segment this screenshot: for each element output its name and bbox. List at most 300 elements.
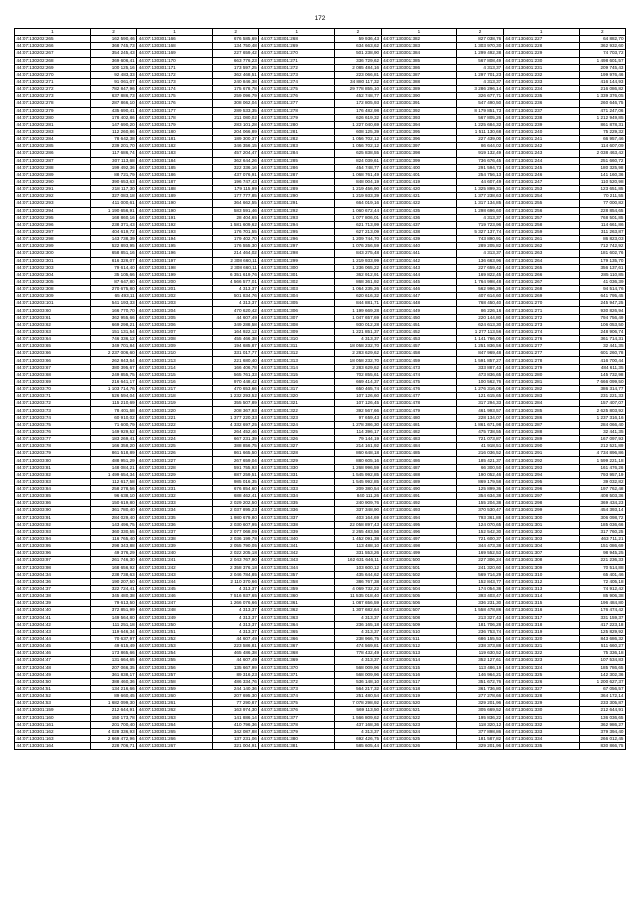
cadastral-number-cell: 44:07:130301:187 — [137, 178, 213, 185]
cadastral-number-cell: 44:07:130301:506 — [381, 600, 457, 607]
value-cell: 368 745,73 — [90, 43, 136, 50]
cadastral-number-cell: 44:07:130301:190 — [137, 200, 213, 207]
cadastral-number-cell: 44:07:130203:83 — [15, 478, 91, 485]
cadastral-number-cell: 44:07:130301:222 — [137, 421, 213, 428]
cadastral-number-cell: 44:07:130301:248 — [137, 607, 213, 614]
value-cell: 259 096,79 — [212, 93, 258, 100]
cadastral-number-cell: 44:07:130301:225 — [137, 443, 213, 450]
cadastral-number-cell: 44:07:130401:227 — [503, 36, 579, 43]
cadastral-number-cell: 44:07:130301:261 — [137, 700, 213, 707]
cadastral-number-cell: 44:07:130301:441 — [381, 250, 457, 257]
cadastral-number-cell: 44:07:130301:237 — [137, 528, 213, 535]
cadastral-number-cell: 44:07:130401:304 — [503, 543, 579, 550]
cadastral-number-cell: 44:07:130204:34 — [15, 571, 91, 578]
cadastral-number-cell: 44:07:130301:457 — [381, 343, 457, 350]
cadastral-number-cell: 44:07:130301:160 — [15, 714, 91, 721]
value-cell: 29 778 855,10 — [335, 86, 381, 93]
table-row — [15, 428, 626, 435]
cadastral-number-cell: 44:07:130301:270 — [259, 50, 335, 57]
table-row — [15, 535, 626, 542]
value-cell: 1 545 992,85 — [335, 478, 381, 485]
cadastral-number-cell: 44:07:130203:60 — [15, 307, 91, 314]
cadastral-number-cell: 44:07:130301:311 — [259, 343, 335, 350]
value-cell: 793 361,88 — [457, 514, 503, 521]
value-cell: 4 332 697,25 — [212, 421, 258, 428]
value-cell: 28 404,65 — [212, 214, 258, 221]
cadastral-number-cell: 44:07:130301:315 — [259, 371, 335, 378]
value-cell: 103 600,12 — [335, 564, 381, 571]
value-cell: 721 600,37 — [457, 535, 503, 542]
cadastral-number-cell: 44:07:130301:338 — [259, 521, 335, 528]
value-cell: 1 103 714,76 — [90, 386, 136, 393]
value-cell: 2 077 068,09 — [212, 528, 258, 535]
cadastral-number-cell: 44:07:130301:172 — [137, 71, 213, 78]
cadastral-number-cell: 44:07:130301:209 — [137, 343, 213, 350]
value-cell: 337 348,90 — [335, 507, 381, 514]
table-row — [15, 436, 626, 443]
value-cell: 245 947,25 — [579, 300, 625, 307]
cadastral-number-cell: 44:07:130301:183 — [137, 150, 213, 157]
cadastral-number-cell: 44:07:130401:258 — [503, 221, 579, 228]
value-cell: 585 605,44 — [335, 743, 381, 750]
value-cell: 669 414,37 — [335, 378, 381, 385]
value-cell: 4 566 577,01 — [212, 278, 258, 285]
value-cell: 212 521,89 — [579, 443, 625, 450]
cadastral-number-cell: 44:07:130401:279 — [503, 364, 579, 371]
cadastral-number-cell: 44:07:130401:294 — [503, 471, 579, 478]
cadastral-number-cell: 44:07:130301:501 — [381, 564, 457, 571]
cadastral-number-cell: 44:07:130401:285 — [503, 407, 579, 414]
value-cell: 106 053,50 — [579, 321, 625, 328]
cadastral-number-cell: 44:07:130203:77 — [15, 436, 91, 443]
table-row — [15, 514, 626, 521]
table-row — [15, 57, 626, 64]
value-cell: 4 313,37 — [335, 336, 381, 343]
cadastral-number-cell: 44:07:130401:228 — [503, 43, 579, 50]
value-cell: 568 009,96 — [335, 664, 381, 671]
value-cell: 180 325,98 — [579, 164, 625, 171]
value-cell: 1 317 134,85 — [457, 200, 503, 207]
value-cell: 326 677,71 — [457, 93, 503, 100]
value-cell: 249 855,75 — [90, 371, 136, 378]
value-cell: 562 996,26 — [457, 286, 503, 293]
cadastral-number-cell: 44:07:130401:257 — [503, 214, 579, 221]
cadastral-number-cell: 44:07:130301:269 — [259, 43, 335, 50]
cadastral-number-cell: 44:07:130301:176 — [137, 100, 213, 107]
cadastral-number-cell: 44:07:130301:250 — [137, 621, 213, 628]
cadastral-number-cell: 44:07:130301:246 — [137, 593, 213, 600]
table-row — [15, 728, 626, 735]
value-cell: 220 144,80 — [457, 314, 503, 321]
value-cell: 1 076 256,59 — [335, 243, 381, 250]
value-cell: 239 201,70 — [90, 143, 136, 150]
value-cell: 185 786,65 — [579, 664, 625, 671]
value-cell: 116 765,40 — [90, 535, 136, 542]
value-cell: 114 607,09 — [579, 143, 625, 150]
value-cell: 254 756,13 — [457, 171, 503, 178]
value-cell: 236 165,18 — [335, 621, 381, 628]
value-cell: 1 068 761,49 — [335, 171, 381, 178]
value-cell: 285 110,85 — [579, 271, 625, 278]
cadastral-number-cell: 44:07:130401:312 — [503, 578, 579, 585]
cadastral-number-cell: 44:07:130401:313 — [503, 585, 579, 592]
value-cell: 547 490,50 — [457, 100, 503, 107]
value-cell: 360 330,55 — [90, 528, 136, 535]
value-cell: 166 770,70 — [90, 307, 136, 314]
cadastral-number-cell: 44:07:130203:78 — [15, 443, 91, 450]
value-cell: 238 966,75 — [335, 635, 381, 642]
value-cell: 474 569,81 — [335, 643, 381, 650]
cadastral-number-cell: 44:07:130301:333 — [259, 486, 335, 493]
cadastral-number-cell: 44:07:130204:50 — [15, 678, 91, 685]
value-cell: 201 700,40 — [90, 721, 136, 728]
value-cell: 840 111,26 — [335, 493, 381, 500]
value-cell: 3 286 296,14 — [457, 86, 503, 93]
cadastral-number-cell: 44:07:130301:182 — [137, 143, 213, 150]
cadastral-number-cell: 44:07:130301:422 — [381, 200, 457, 207]
cadastral-number-cell: 44:07:130401:244 — [503, 157, 579, 164]
value-cell: 78 642,38 — [90, 136, 136, 143]
table-row — [15, 193, 626, 200]
value-cell: 5 327 137,74 — [457, 228, 503, 235]
value-cell: 4 313,37 — [212, 300, 258, 307]
cadastral-number-cell: 44:07:130301:304 — [259, 293, 335, 300]
cadastral-number-cell: 44:07:130301:341 — [259, 543, 335, 550]
value-cell: 162 590,46 — [90, 36, 136, 43]
value-cell: 768 501,85 — [579, 214, 625, 221]
cadastral-number-cell: 44:07:130301:215 — [137, 371, 213, 378]
header-row — [15, 29, 626, 36]
cadastral-number-cell: 44:07:130301:174 — [137, 86, 213, 93]
cadastral-number-cell: 44:07:130401:295 — [503, 478, 579, 485]
value-cell: 794 756,49 — [579, 314, 625, 321]
value-cell: 251 480,54 — [335, 693, 381, 700]
value-cell: 49 376,29 — [90, 550, 136, 557]
value-cell: 143 738,39 — [90, 236, 136, 243]
value-cell: 641 795,45 — [579, 293, 625, 300]
cadastral-number-cell: 44:07:130301:491 — [381, 493, 457, 500]
value-cell: 1 219 456,90 — [335, 186, 381, 193]
cadastral-number-cell: 44:07:130203:81 — [15, 464, 91, 471]
value-cell: 692 426,75 — [335, 735, 381, 742]
value-cell: 608 125,39 — [335, 128, 381, 135]
value-cell: 782 847,96 — [90, 86, 136, 93]
value-cell: 199 976,46 — [579, 71, 625, 78]
value-cell: 251 660,72 — [579, 157, 625, 164]
cadastral-number-cell: 44:07:130401:241 — [503, 136, 579, 143]
table-row — [15, 471, 626, 478]
value-cell: 322 724,41 — [90, 585, 136, 592]
value-cell: 216 036,52 — [457, 450, 503, 457]
value-cell: 228 854,65 — [579, 207, 625, 214]
value-cell: 1 219 933,99 — [335, 257, 381, 264]
cadastral-number-cell: 44:07:130401:271 — [503, 307, 579, 314]
cadastral-number-cell: 44:07:130401:319 — [503, 628, 579, 635]
value-cell: 1 190 656,91 — [90, 207, 136, 214]
table-row — [15, 635, 626, 642]
value-cell: 96 638,10 — [90, 493, 136, 500]
value-cell: 75 336,18 — [579, 650, 625, 657]
cadastral-number-cell: 44:07:130301:343 — [259, 557, 335, 564]
cadastral-number-cell: 44:07:130301:366 — [259, 635, 335, 642]
cadastral-number-cell: 44:07:130203:66 — [15, 357, 91, 364]
cadastral-number-cell: 44:07:130301:181 — [137, 136, 213, 143]
table-row — [15, 150, 626, 157]
cadastral-number-cell: 44:07:130301:175 — [137, 93, 213, 100]
cadastral-number-cell: 44:07:130301:255 — [137, 657, 213, 664]
cadastral-number-cell: 44:07:130204:37 — [15, 585, 91, 592]
value-cell: 227 306,24 — [457, 557, 503, 564]
value-cell: 362 986,27 — [579, 721, 625, 728]
value-cell: 179 115,99 — [212, 186, 258, 193]
table-row — [15, 550, 626, 557]
value-cell: 183 269,41 — [90, 436, 136, 443]
cadastral-number-cell: 44:07:130301:229 — [137, 471, 213, 478]
cadastral-number-cell: 44:07:130301:489 — [381, 478, 457, 485]
value-cell: 362 468,51 — [212, 71, 258, 78]
value-cell: 141 160,36 — [579, 171, 625, 178]
cadastral-number-cell: 44:07:130301:503 — [381, 578, 457, 585]
cadastral-number-cell: 44:07:130401:242 — [503, 143, 579, 150]
cadastral-number-cell: 44:07:130301:478 — [381, 400, 457, 407]
cadastral-number-cell: 44:07:130202:308 — [15, 286, 91, 293]
cadastral-number-cell: 44:07:130202:284 — [15, 136, 91, 143]
value-cell: 289 205,82 — [457, 243, 503, 250]
page-number: 172 — [314, 15, 326, 22]
cadastral-number-cell: 44:07:130301:299 — [259, 257, 335, 264]
cadastral-number-cell: 44:07:130203:66 — [15, 350, 91, 357]
value-cell: 1 545 992,85 — [335, 471, 381, 478]
value-cell: 231 221,33 — [579, 393, 625, 400]
table-row — [15, 50, 626, 57]
value-cell: 4 313,37 — [335, 657, 381, 664]
cadastral-number-cell: 44:07:130301:386 — [381, 64, 457, 71]
value-cell: 486 334,76 — [212, 678, 258, 685]
value-cell: 1 225 684,32 — [457, 121, 503, 128]
cadastral-number-cell: 44:07:130301:340 — [259, 535, 335, 542]
cadastral-number-cell: 44:07:130301:512 — [381, 643, 457, 650]
value-cell: 35 105,66 — [90, 271, 136, 278]
value-cell: 349 701,84 — [90, 343, 136, 350]
value-cell: 2 043 767,90 — [212, 557, 258, 564]
cadastral-number-cell: 44:07:130401:321 — [503, 643, 579, 650]
cadastral-number-cell: 44:07:130301:300 — [259, 264, 335, 271]
value-cell: 8 179 851,73 — [457, 107, 503, 114]
cadastral-number-cell: 44:07:130301:226 — [137, 450, 213, 457]
column-header: 1 — [137, 29, 213, 36]
value-cell: 1 377 220,33 — [212, 414, 258, 421]
value-cell: 135 667,99 — [212, 664, 258, 671]
table-row — [15, 64, 626, 71]
table-row — [15, 607, 626, 614]
value-cell: 354 245,43 — [90, 50, 136, 57]
cadastral-number-cell: 44:07:130301:217 — [137, 386, 213, 393]
cadastral-number-cell: 44:07:130301:357 — [259, 571, 335, 578]
value-cell: 197 762,48 — [579, 486, 625, 493]
cadastral-number-cell: 44:07:130301:439 — [381, 236, 457, 243]
value-cell: 207 695,30 — [212, 693, 258, 700]
value-cell: 663 776,23 — [212, 57, 258, 64]
cadastral-number-cell: 44:07:130301:234 — [137, 507, 213, 514]
cadastral-number-cell: 44:07:130301:235 — [137, 514, 213, 521]
cadastral-number-cell: 44:07:130301:475 — [381, 378, 457, 385]
cadastral-number-cell: 44:07:130401:324 — [503, 664, 579, 671]
cadastral-number-cell: 44:07:130401:288 — [503, 428, 579, 435]
value-cell: 2 037 895,23 — [212, 507, 258, 514]
value-cell: 1 056 702,12 — [335, 143, 381, 150]
cadastral-number-cell: 44:07:130301:291 — [259, 200, 335, 207]
value-cell: 166 358,20 — [90, 443, 136, 450]
value-cell: 333 887,43 — [457, 364, 503, 371]
value-cell: 1 277 113,56 — [457, 328, 503, 335]
value-cell: 22 058 897,43 — [335, 521, 381, 528]
value-cell: 79 614,40 — [90, 264, 136, 271]
value-cell: 214 161,92 — [335, 443, 381, 450]
cadastral-number-cell: 44:07:130301:480 — [381, 414, 457, 421]
cadastral-number-cell: 44:07:130301:449 — [381, 307, 457, 314]
cadastral-number-cell: 44:07:130301:231 — [137, 486, 213, 493]
value-cell: 919 132,49 — [457, 150, 503, 157]
cadastral-number-cell: 44:07:130301:504 — [381, 585, 457, 592]
cadastral-number-cell: 44:07:130401:323 — [503, 657, 579, 664]
cadastral-number-cell: 44:07:130301:374 — [259, 693, 335, 700]
cadastral-number-cell: 44:07:130301:509 — [381, 621, 457, 628]
cadastral-number-cell: 44:07:130401:291 — [503, 450, 579, 457]
cadastral-number-cell: 44:07:130202:298 — [15, 236, 91, 243]
cadastral-number-cell: 44:07:130301:360 — [259, 593, 335, 600]
table-row — [15, 300, 626, 307]
cadastral-number-cell: 44:07:130202:285 — [15, 143, 91, 150]
cadastral-number-cell: 44:07:130301:391 — [381, 100, 457, 107]
table-row — [15, 486, 626, 493]
value-cell: 457 204,47 — [212, 150, 258, 157]
cadastral-number-cell: 44:07:130301:191 — [137, 214, 213, 221]
value-cell: 471 247,06 — [579, 107, 625, 114]
table-row — [15, 364, 626, 371]
cadastral-number-cell: 44:07:130204:40 — [15, 607, 91, 614]
value-cell: 1 209 744,70 — [335, 236, 381, 243]
table-row — [15, 221, 626, 228]
value-cell: 223 586,81 — [212, 643, 258, 650]
cadastral-number-cell: 44:07:130301:276 — [259, 93, 335, 100]
table-row — [15, 278, 626, 285]
cadastral-number-cell: 44:07:130301:168 — [137, 43, 213, 50]
value-cell: 2 036 199,78 — [212, 535, 258, 542]
cadastral-number-cell: 44:07:130401:309 — [503, 564, 579, 571]
value-cell: 152 843,77 — [457, 578, 503, 585]
cadastral-number-cell: 44:07:130401:330 — [503, 707, 579, 714]
value-cell: 768 450,40 — [457, 300, 503, 307]
value-cell: 746 336,12 — [90, 336, 136, 343]
value-cell: 848 004,19 — [335, 178, 381, 185]
cadastral-number-cell: 44:07:130204:39 — [15, 600, 91, 607]
value-cell: 157 407,07 — [579, 400, 625, 407]
cadastral-number-cell: 44:07:130401:256 — [503, 207, 579, 214]
cadastral-number-cell: 44:07:130401:267 — [503, 278, 579, 285]
cadastral-number-cell: 44:07:130301:286 — [259, 164, 335, 171]
value-cell: 1 452 091,38 — [335, 535, 381, 542]
value-cell: 2 308 660,11 — [212, 264, 258, 271]
cadastral-number-cell: 44:07:130301:334 — [259, 493, 335, 500]
cadastral-number-cell: 44:07:130202:296 — [15, 221, 91, 228]
cadastral-number-cell: 44:07:130301:321 — [259, 400, 335, 407]
value-cell: 112 260,86 — [90, 128, 136, 135]
value-cell: 152 542,30 — [457, 528, 503, 535]
cadastral-number-cell: 44:07:130301:264 — [137, 721, 213, 728]
table-row — [15, 257, 626, 264]
table-row — [15, 400, 626, 407]
cadastral-number-cell: 44:07:130301:298 — [259, 250, 335, 257]
value-cell: 380 395,67 — [90, 364, 136, 371]
cadastral-number-cell: 44:07:130301:179 — [137, 121, 213, 128]
cadastral-number-cell: 44:07:130401:317 — [503, 614, 579, 621]
value-cell: 264 452,46 — [212, 428, 258, 435]
value-cell: 416 144,93 — [579, 78, 625, 85]
value-cell: 536 148,10 — [335, 678, 381, 685]
table-row — [15, 707, 626, 714]
cadastral-number-cell: 44:07:130301:295 — [259, 228, 335, 235]
cadastral-number-cell: 44:07:130202:295 — [15, 214, 91, 221]
table-row — [15, 386, 626, 393]
value-cell: 260 646,75 — [579, 100, 625, 107]
cadastral-number-cell: 44:07:130301:275 — [259, 86, 335, 93]
table-row — [15, 343, 626, 350]
value-cell: 7 078 298,92 — [335, 700, 381, 707]
value-cell: 287 866,10 — [90, 100, 136, 107]
cadastral-number-cell: 44:07:130301:513 — [381, 650, 457, 657]
value-cell: 1 861 671,98 — [457, 421, 503, 428]
value-cell: 658 851,16 — [90, 250, 136, 257]
value-cell: 32 441,35 — [579, 428, 625, 435]
value-cell: 2 265 483,56 — [335, 528, 381, 535]
value-cell: 177 777,85 — [212, 193, 258, 200]
value-cell: 74 912,42 — [579, 585, 625, 592]
value-cell: 2 038 463,42 — [579, 150, 625, 157]
cadastral-number-cell: 44:07:130301:486 — [381, 457, 457, 464]
cadastral-number-cell: 44:07:130401:303 — [503, 535, 579, 542]
value-cell: 345 480,38 — [90, 593, 136, 600]
value-cell: 233 305,87 — [579, 700, 625, 707]
cadastral-number-cell: 44:07:130401:234 — [503, 86, 579, 93]
cadastral-number-cell: 44:07:130301:301 — [259, 271, 335, 278]
value-cell: 6 351 619,76 — [212, 271, 258, 278]
value-cell: 473 836,65 — [457, 371, 503, 378]
cadastral-number-cell: 44:07:130301:376 — [259, 707, 335, 714]
value-cell: 1 566 809,62 — [335, 714, 381, 721]
value-cell: 861 518,89 — [90, 450, 136, 457]
value-cell: 207 066,35 — [90, 664, 136, 671]
value-cell: 1 299 492,38 — [457, 50, 503, 57]
cadastral-number-cell: 44:07:130301:194 — [137, 236, 213, 243]
cadastral-number-cell: 44:07:130301:190 — [137, 207, 213, 214]
value-cell: 985 016,35 — [212, 478, 258, 485]
value-cell: 463 711,21 — [579, 535, 625, 542]
value-cell: 317 294,33 — [457, 400, 503, 407]
cadastral-number-cell: 44:07:130301:260 — [137, 693, 213, 700]
cadastral-number-cell: 44:07:130401:235 — [503, 93, 579, 100]
value-cell: 416 700,44 — [579, 357, 625, 364]
cadastral-number-cell: 44:07:130301:314 — [259, 364, 335, 371]
table-row — [15, 121, 626, 128]
cadastral-number-cell: 44:07:130203:86 — [15, 500, 91, 507]
value-cell: 349 288,58 — [212, 321, 258, 328]
cadastral-number-cell: 44:07:130401:255 — [503, 200, 579, 207]
value-cell: 277 278,66 — [457, 693, 503, 700]
cadastral-number-cell: 44:07:130301:290 — [259, 193, 335, 200]
value-cell: 719 723,96 — [457, 221, 503, 228]
value-cell: 327 083,18 — [90, 193, 136, 200]
value-cell: 1 276 316,08 — [457, 386, 503, 393]
